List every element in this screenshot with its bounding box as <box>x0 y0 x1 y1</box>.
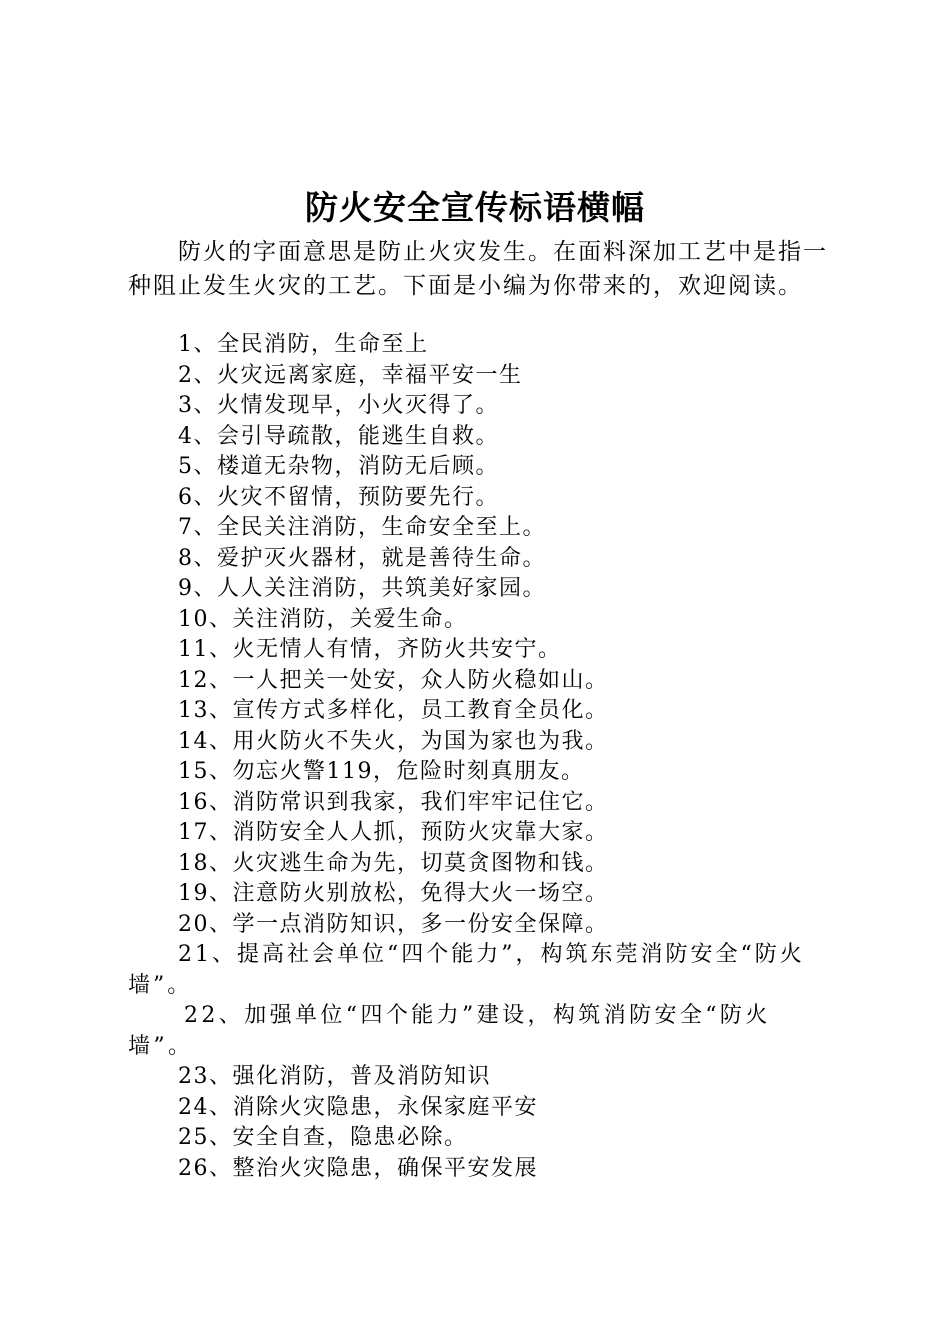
list-item: 25、安全自查，隐患必除。 <box>178 1125 468 1150</box>
slogan-list <box>128 330 828 1184</box>
list-item: 2、火灾远离家庭，幸福平安一生 <box>178 362 523 388</box>
list-item: 21、提高社会单位“四个能力”，构筑东莞消防安全“防火墙”。 <box>128 942 805 998</box>
list-item: 10、关注消防，关爱生命。 <box>178 606 468 632</box>
list-item: 26、整治火灾隐患，确保平安发展 <box>178 1155 538 1181</box>
list-item: 13、宣传方式多样化，员工教育全员化。 <box>178 698 609 723</box>
list-item: 9、人人关注消防，共筑美好家园。 <box>178 576 546 601</box>
page-title: 防火安全宣传标语横幅 <box>305 188 645 227</box>
list-item: 8、爱护灭火器材，就是善待生命。 <box>178 545 546 571</box>
list-item: 17、消防安全人人抓，预防火灾靠大家。 <box>178 820 609 845</box>
intro-paragraph: 防火的字面意思是防止火灾发生。在面料深加工艺中是指一种阻止发生火灾的工艺。下面是小编为你带来的，欢迎阅读。 <box>128 239 828 299</box>
list-item: 6、火灾不留情，预防要先行。 <box>178 484 499 510</box>
list-item: 4、会引导疏散，能逃生自救。 <box>178 423 499 449</box>
list-item: 1、全民消防，生命至上 <box>178 332 429 357</box>
list-item: 14、用火防火不失火，为国为家也为我。 <box>178 728 609 754</box>
list-item: 16、消防常识到我家，我们牢牢记住它。 <box>178 789 609 815</box>
list-item: 3、火情发现早，小火灭得了。 <box>178 393 499 418</box>
list-item: 12、一人把关一处安，众人防火稳如山。 <box>178 667 609 693</box>
list-item: 22、加强单位“四个能力”建设，构筑消防安全“防火墙”。 <box>128 1003 771 1059</box>
list-item: 19、注意防火别放松，免得大火一场空。 <box>178 881 609 906</box>
list-item: 7、全民关注消防，生命安全至上。 <box>178 515 546 540</box>
list-item: 23、强化消防，普及消防知识 <box>178 1064 491 1089</box>
list-item: 5、楼道无杂物，消防无后顾。 <box>178 454 499 479</box>
list-item: 15、勿忘火警119，危险时刻真朋友。 <box>178 759 585 784</box>
list-item: 20、学一点消防知识，多一份安全保障。 <box>178 911 609 937</box>
list-item: 11、火无情人有情，齐防火共安宁。 <box>178 637 562 662</box>
list-item: 18、火灾逃生命为先，切莫贪图物和钱。 <box>178 850 609 876</box>
list-item: 24、消除火灾隐患，永保家庭平安 <box>178 1094 538 1120</box>
